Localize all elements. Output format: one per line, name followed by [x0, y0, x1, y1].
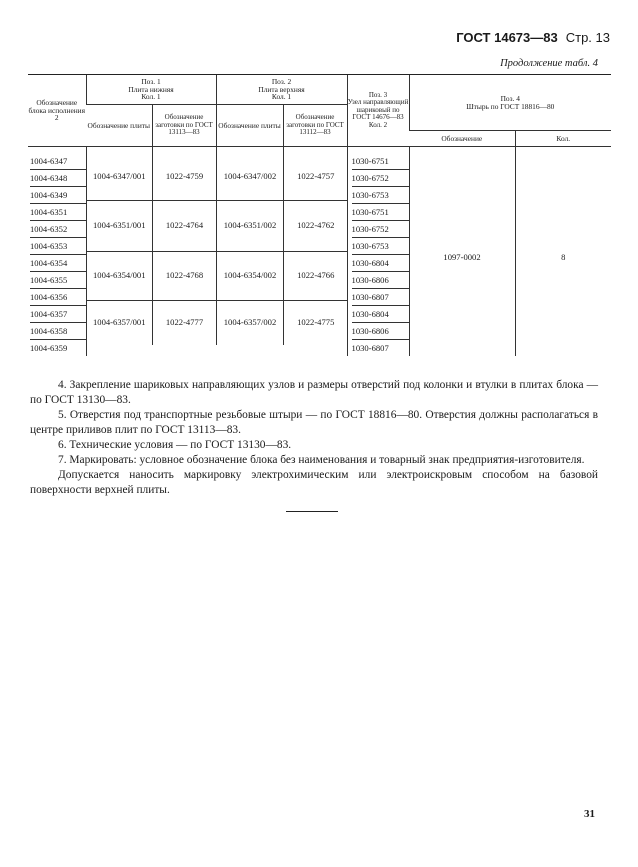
block-code-column: [28, 153, 86, 356]
guide-unit: 1030-6804: [352, 255, 409, 272]
blank2-designation: 1022-4766: [284, 252, 348, 301]
pin-quantity: 8: [515, 153, 611, 356]
header-pos2-plate: Обозначение плиты: [216, 105, 283, 147]
plates-group-area: [86, 153, 347, 356]
guide-unit: 1030-6752: [352, 170, 409, 187]
blank1-designation: 1022-4759: [153, 153, 217, 201]
header-pos2: Поз. 2 Плита верхняя Кол. 1: [216, 75, 347, 105]
header-pos2-blank: Обозначение заготовки по ГОСТ 13112—83: [283, 105, 347, 147]
header-pos3: Поз. 3 Узел направляющий шариковый по ГОСТ 14676—83 Кол. 2: [347, 75, 409, 147]
header-pos4-qty: Кол.: [515, 131, 611, 147]
specification-table: [28, 74, 611, 356]
guide-unit: 1030-6753: [352, 238, 409, 255]
block-code: 1004-6359: [30, 342, 68, 353]
standard-number: ГОСТ 14673—83: [456, 30, 558, 45]
plate1-designation: 1004-6351/001: [87, 201, 153, 252]
page-number: 31: [584, 808, 595, 820]
plates-subtable: [87, 153, 348, 345]
block-code: 1004-6348: [30, 170, 86, 187]
plate1-designation: 1004-6357/001: [92, 317, 146, 328]
guide-unit: 1030-6751: [352, 204, 409, 221]
plate1-designation: 1004-6354/001: [87, 252, 153, 301]
block-code: 1004-6349: [30, 187, 86, 204]
page-header: [430, 30, 610, 48]
block-code: 1004-6347: [30, 153, 86, 170]
guide-unit: 1030-6806: [352, 323, 409, 340]
header-pos4: Поз. 4 Штырь по ГОСТ 18816—80: [409, 75, 611, 131]
block-code: 1004-6352: [30, 221, 86, 238]
note-4: 4. Закрепление шариковых направляющих узлов и размеры отверстий под колонки и втулки в плитах блока — по ГОСТ 13130—83.: [30, 379, 598, 406]
note-5: 5. Отверстия под транспортные резьбовые штыри — по ГОСТ 18816—80. Отверстия должны располагаться в центре приливов плит по ГОСТ 13113—83.: [30, 409, 598, 436]
guide-unit: 1030-6752: [352, 221, 409, 238]
header-pos1-blank: Обозначение заготовки по ГОСТ 13113—83: [152, 105, 216, 147]
block-code: 1004-6357: [30, 306, 86, 323]
guide-unit: 1030-6751: [352, 153, 409, 170]
end-rule: [286, 511, 338, 512]
header-pos4-designation: Обозначение: [409, 131, 515, 147]
guide-unit: 1030-6807: [351, 342, 389, 353]
plate1-designation: 1004-6347/001: [87, 153, 153, 201]
note-7: 7. Маркировать: условное обозначение блока без наименования и товарный знак предприятия-изготовителя.: [58, 454, 585, 466]
block-code: 1004-6351: [30, 204, 86, 221]
blank2-designation: 1022-4762: [284, 201, 348, 252]
guide-unit: 1030-6807: [352, 289, 409, 306]
note-6: 6. Технические условия — по ГОСТ 13130—83.: [58, 439, 292, 451]
guide-unit-column: [347, 153, 409, 356]
block-code: 1004-6358: [30, 323, 86, 340]
block-code: 1004-6355: [30, 272, 86, 289]
blank1-designation: 1022-4764: [153, 201, 217, 252]
notes-section: [30, 378, 598, 498]
blank2-designation: 1022-4775: [284, 301, 348, 345]
note-marking: Допускается наносить маркировку электрохимическим или электроискровым способом на базовой поверхности верхней плиты.: [30, 469, 598, 496]
blank1-designation: 1022-4777: [153, 301, 217, 345]
plate2-designation: 1004-6357/002: [217, 301, 284, 345]
page-label: Стр. 13: [565, 30, 610, 45]
table-continuation-label: Продолжение табл. 4: [500, 58, 598, 69]
plate2-designation: 1004-6351/002: [217, 201, 284, 252]
header-pos1-plate: Обозначение плиты: [86, 105, 152, 147]
blank1-designation: 1022-4768: [153, 252, 217, 301]
guide-unit: 1030-6806: [352, 272, 409, 289]
pin-designation: 1097-0002: [409, 153, 515, 356]
block-code: 1004-6356: [30, 289, 86, 306]
header-block-designation: Обозначение блока исполнения 2: [28, 75, 86, 147]
plate2-designation: 1004-6347/002: [217, 153, 284, 201]
block-code: 1004-6353: [30, 238, 86, 255]
header-pos1: Поз. 1 Плита нижняя Кол. 1: [86, 75, 216, 105]
block-code: 1004-6354: [30, 255, 86, 272]
plate2-designation: 1004-6354/002: [217, 252, 284, 301]
guide-unit: 1030-6804: [352, 306, 409, 323]
guide-unit: 1030-6753: [352, 187, 409, 204]
blank2-designation: 1022-4757: [284, 153, 348, 201]
